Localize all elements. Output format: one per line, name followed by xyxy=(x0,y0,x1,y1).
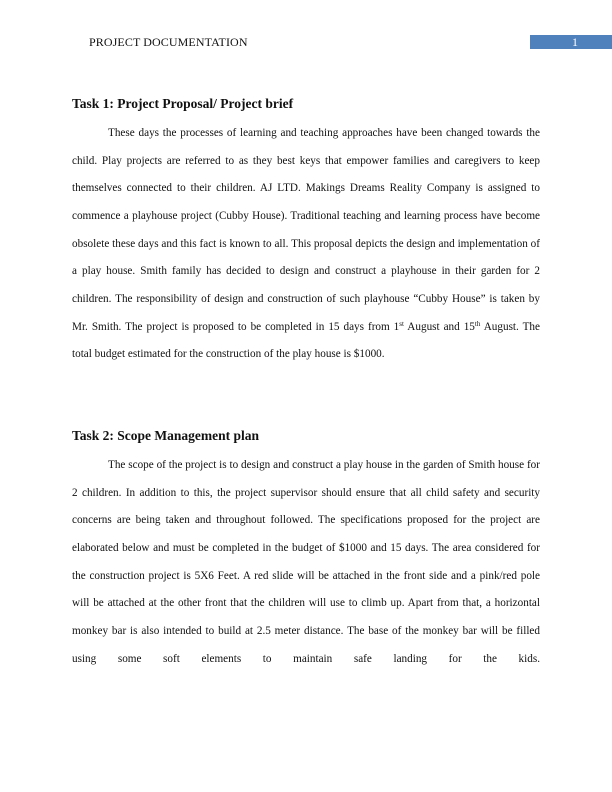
task1-text-part2: August and 15 xyxy=(403,320,475,333)
task1-text-part3: August. The total budget estimated for the construction of the play house is $1000. xyxy=(72,320,540,361)
task1-paragraph xyxy=(72,120,540,369)
task1-superscript-st: st xyxy=(399,319,404,328)
page-number: 1 xyxy=(572,35,578,49)
task2-paragraph: The scope of the project is to design and construct a play house in the garden of Smith house for 2 children. In addition to this, the project supervisor should ensure that all child safety and security concerns are being taken and throughout followed. The specifications proposed for the project are elaborated below and must be completed in the budget of $1000 and 15 days. The area considered for the construction project is 5X6 Feet. A red slide will be attached in the front side and a pink/red pole will be attached at the other front that the children will use to climb up. Apart from that, a horizontal monkey bar is also intended to build at 2.5 meter distance. The base of the monkey bar will be filled using some soft elements to maintain safe landing for the kids. xyxy=(72,459,540,665)
page-number-badge xyxy=(530,35,612,49)
task1-superscript-th: th xyxy=(474,319,481,328)
running-head-title: PROJECT DOCUMENTATION xyxy=(89,35,248,49)
task2-heading: Task 2: Scope Management plan xyxy=(72,428,260,443)
task1-heading: Task 1: Project Proposal/ Project brief xyxy=(72,96,294,111)
task1-text-part1: These days the processes of learning and teaching approaches have been changed towards the child. Play projects are referred to as they best keys that empower families and caregivers to keep themselves connected to their children. AJ LTD. Makings Dreams Reality Company is assigned to commence a playhouse project (Cubby House). Traditional teaching and learning process have become obsolete these days and this fact is known to all. This proposal depicts the design and implementation of a play house. Smith family has decided to design and construct a playhouse in their garden for 2 children. The responsibility of design and construction of such playhouse “Cubby House” is taken by Mr. Smith. The project is proposed to be completed in 15 days from 1 xyxy=(72,127,540,333)
